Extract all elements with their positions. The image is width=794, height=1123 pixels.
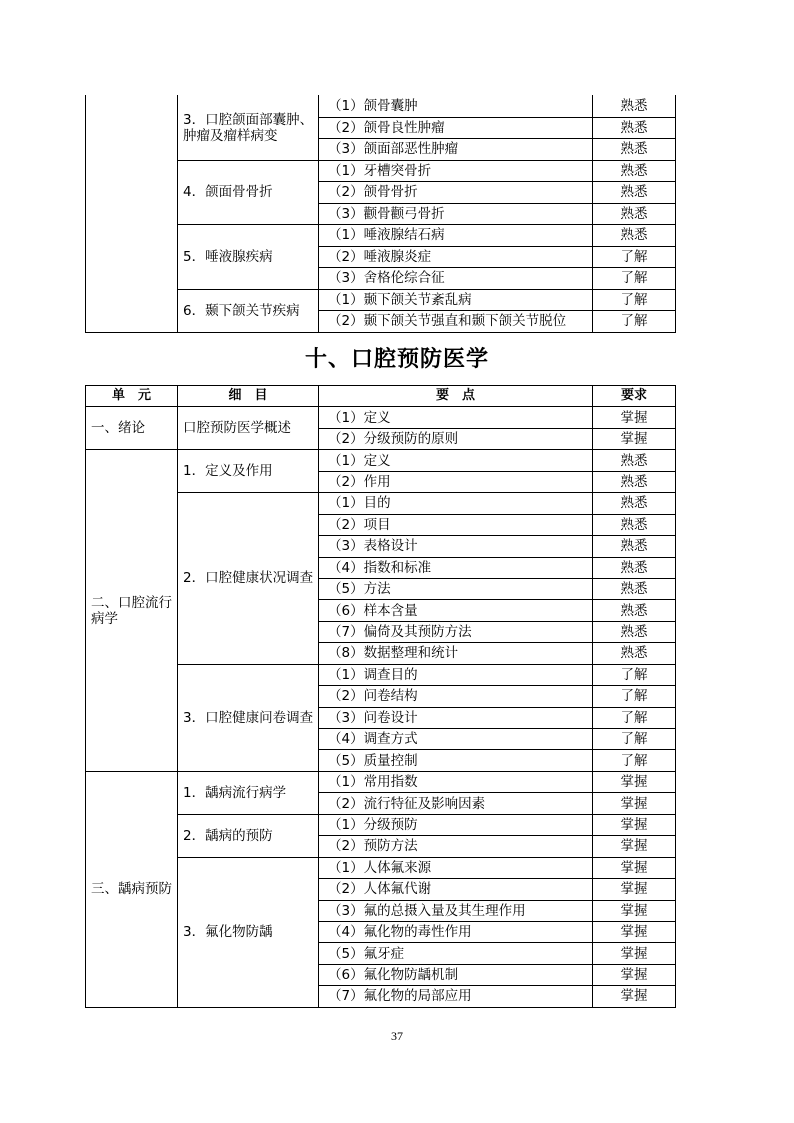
subject-cell: 2．龋病的预防 — [178, 814, 319, 857]
unit-cell: 一、绪论 — [86, 407, 178, 450]
point-cell: （5）方法 — [319, 578, 593, 599]
unit-cell-continued — [86, 96, 178, 333]
requirement-cell: 熟悉 — [593, 536, 676, 557]
requirement-cell: 熟悉 — [593, 117, 676, 139]
requirement-cell: 熟悉 — [593, 96, 676, 118]
subject-cell: 4．颌面骨骨折 — [178, 160, 319, 225]
requirement-cell: 了解 — [593, 729, 676, 750]
header-row — [86, 386, 676, 407]
subject-cell: 5．唾液腺疾病 — [178, 225, 319, 290]
requirement-cell: 掌握 — [593, 814, 676, 835]
point-cell: （8）数据整理和统计 — [319, 643, 593, 664]
requirement-cell: 掌握 — [593, 793, 676, 814]
table-header — [86, 386, 676, 407]
point-cell: （2）人体氟代谢 — [319, 879, 593, 900]
point-cell: （4）指数和标准 — [319, 557, 593, 578]
point-cell: （3）颧骨颧弓骨折 — [319, 203, 593, 225]
header-requirement: 要求 — [593, 386, 676, 407]
requirement-cell: 掌握 — [593, 900, 676, 921]
point-cell: （1）唾液腺结石病 — [319, 225, 593, 247]
point-cell: （1）颞下颌关节紊乱病 — [319, 289, 593, 311]
point-cell: （3）问卷设计 — [319, 707, 593, 728]
section-title: 十、口腔预防医学 — [304, 346, 489, 372]
requirement-cell: 熟悉 — [593, 600, 676, 621]
point-cell: （7）氟化物的局部应用 — [319, 986, 593, 1007]
subject-cell: 口腔预防医学概述 — [178, 407, 319, 450]
point-cell: （1）分级预防 — [319, 814, 593, 835]
point-cell: （2）颞下颌关节强直和颞下颌关节脱位 — [319, 311, 593, 333]
requirement-cell: 了解 — [593, 686, 676, 707]
point-cell: （1）牙槽突骨折 — [319, 160, 593, 182]
requirement-cell: 了解 — [593, 750, 676, 771]
point-cell: （6）氟化物防龋机制 — [319, 964, 593, 985]
requirement-cell: 熟悉 — [593, 514, 676, 535]
continued-table-body — [86, 96, 676, 333]
point-cell: （2）流行特征及影响因素 — [319, 793, 593, 814]
point-cell: （3）氟的总摄入量及其生理作用 — [319, 900, 593, 921]
requirement-cell: 熟悉 — [593, 621, 676, 642]
table-row — [86, 407, 676, 428]
subject-cell: 3．口腔颌面部囊肿、肿瘤及瘤样病变 — [178, 96, 319, 161]
subject-cell: 1．定义及作用 — [178, 450, 319, 493]
unit-cell: 二、口腔流行病学 — [86, 450, 178, 772]
point-cell: （1）人体氟来源 — [319, 857, 593, 878]
point-cell: （1）定义 — [319, 450, 593, 471]
subject-cell: 3．口腔健康问卷调查 — [178, 664, 319, 771]
point-cell: （3）舍格伦综合征 — [319, 268, 593, 290]
requirement-cell: 熟悉 — [593, 493, 676, 514]
point-cell: （2）预防方法 — [319, 836, 593, 857]
point-cell: （3）表格设计 — [319, 536, 593, 557]
header-subject: 细 目 — [178, 386, 319, 407]
point-cell: （1）目的 — [319, 493, 593, 514]
requirement-cell: 了解 — [593, 268, 676, 290]
requirement-cell: 了解 — [593, 246, 676, 268]
requirement-cell: 熟悉 — [593, 160, 676, 182]
requirement-cell: 了解 — [593, 311, 676, 333]
requirement-cell: 熟悉 — [593, 643, 676, 664]
point-cell: （2）颌骨骨折 — [319, 182, 593, 204]
unit-cell: 三、龋病预防 — [86, 771, 178, 1007]
point-cell: （2）唾液腺炎症 — [319, 246, 593, 268]
continued-syllabus-table — [85, 95, 676, 333]
syllabus-table-body — [86, 407, 676, 1007]
subject-cell: 1．龋病流行病学 — [178, 771, 319, 814]
requirement-cell: 了解 — [593, 289, 676, 311]
requirement-cell: 熟悉 — [593, 450, 676, 471]
requirement-cell: 了解 — [593, 664, 676, 685]
point-cell: （2）颌骨良性肿瘤 — [319, 117, 593, 139]
subject-cell: 2．口腔健康状况调查 — [178, 493, 319, 665]
requirement-cell: 熟悉 — [593, 139, 676, 161]
point-cell: （3）颌面部恶性肿瘤 — [319, 139, 593, 161]
requirement-cell: 熟悉 — [593, 557, 676, 578]
header-points: 要 点 — [319, 386, 593, 407]
requirement-cell: 掌握 — [593, 921, 676, 942]
subject-cell: 6．颞下颌关节疾病 — [178, 289, 319, 332]
requirement-cell: 掌握 — [593, 771, 676, 792]
requirement-cell: 熟悉 — [593, 225, 676, 247]
requirement-cell: 掌握 — [593, 857, 676, 878]
point-cell: （2）问卷结构 — [319, 686, 593, 707]
requirement-cell: 掌握 — [593, 407, 676, 428]
requirement-cell: 掌握 — [593, 428, 676, 449]
syllabus-table — [85, 385, 676, 1008]
table-row — [86, 771, 676, 792]
point-cell: （1）常用指数 — [319, 771, 593, 792]
requirement-cell: 熟悉 — [593, 203, 676, 225]
requirement-cell: 掌握 — [593, 836, 676, 857]
point-cell: （4）调查方式 — [319, 729, 593, 750]
requirement-cell: 掌握 — [593, 964, 676, 985]
requirement-cell: 掌握 — [593, 943, 676, 964]
point-cell: （2）作用 — [319, 471, 593, 492]
header-unit: 单 元 — [86, 386, 178, 407]
point-cell: （6）样本含量 — [319, 600, 593, 621]
requirement-cell: 熟悉 — [593, 578, 676, 599]
requirement-cell: 掌握 — [593, 986, 676, 1007]
point-cell: （5）氟牙症 — [319, 943, 593, 964]
point-cell: （2）项目 — [319, 514, 593, 535]
requirement-cell: 了解 — [593, 707, 676, 728]
subject-cell: 3．氟化物防龋 — [178, 857, 319, 1007]
point-cell: （1）调查目的 — [319, 664, 593, 685]
requirement-cell: 熟悉 — [593, 471, 676, 492]
point-cell: （5）质量控制 — [319, 750, 593, 771]
requirement-cell: 掌握 — [593, 879, 676, 900]
point-cell: （1）定义 — [319, 407, 593, 428]
point-cell: （4）氟化物的毒性作用 — [319, 921, 593, 942]
page-number: 37 — [391, 1029, 403, 1043]
point-cell: （2）分级预防的原则 — [319, 428, 593, 449]
requirement-cell: 熟悉 — [593, 182, 676, 204]
point-cell: （1）颌骨囊肿 — [319, 96, 593, 118]
point-cell: （7）偏倚及其预防方法 — [319, 621, 593, 642]
table-row — [86, 450, 676, 471]
table-row — [86, 96, 676, 118]
